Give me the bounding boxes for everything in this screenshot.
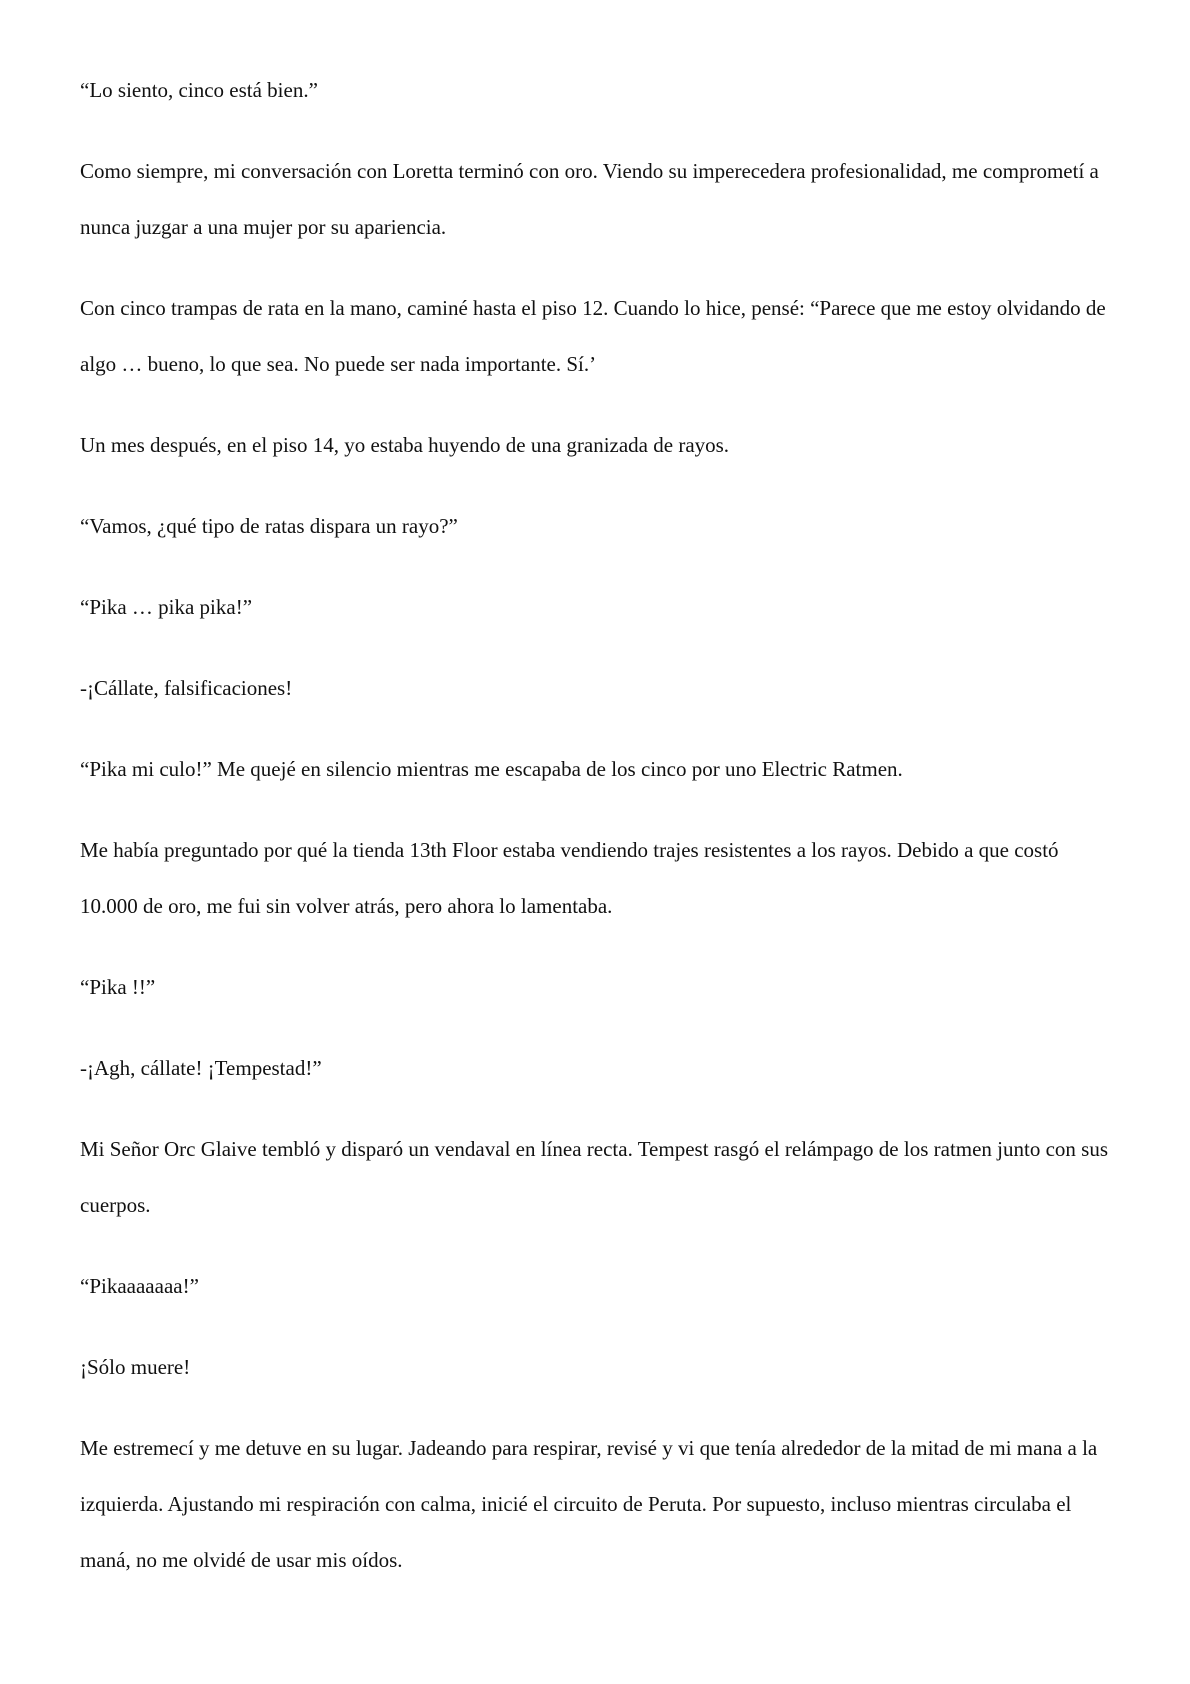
paragraph-7: -¡Cállate, falsificaciones! bbox=[80, 676, 293, 700]
paragraph-spacer bbox=[80, 1233, 1115, 1258]
paragraph-spacer bbox=[80, 797, 1115, 822]
paragraph-spacer bbox=[80, 1314, 1115, 1339]
paragraph-spacer bbox=[80, 934, 1115, 959]
paragraph-3: Con cinco trampas de rata en la mano, caminé hasta el piso 12. Cuando lo hice, pensé: “Parece que me estoy olvidando de algo … bueno, lo que sea. No puede ser nada importante. Sí.’ bbox=[80, 296, 1106, 376]
document-body bbox=[80, 62, 1115, 1588]
paragraph-14: ¡Sólo muere! bbox=[80, 1355, 191, 1379]
paragraph-spacer bbox=[80, 1096, 1115, 1121]
paragraph-spacer bbox=[80, 255, 1115, 280]
paragraph-spacer bbox=[80, 554, 1115, 579]
paragraph-10: “Pika !!” bbox=[80, 975, 156, 999]
paragraph-2: Como siempre, mi conversación con Loretta terminó con oro. Viendo su imperecedera profesionalidad, me comprometí a nunca juzgar a una mujer por su apariencia. bbox=[80, 159, 1099, 239]
paragraph-1: “Lo siento, cinco está bien.” bbox=[80, 78, 318, 102]
paragraph-spacer bbox=[80, 392, 1115, 417]
paragraph-13: “Pikaaaaaaa!” bbox=[80, 1274, 199, 1298]
paragraph-4: Un mes después, en el piso 14, yo estaba huyendo de una granizada de rayos. bbox=[80, 433, 730, 457]
paragraph-8: “Pika mi culo!” Me quejé en silencio mientras me escapaba de los cinco por uno Electric Ratmen. bbox=[80, 757, 903, 781]
paragraph-5: “Vamos, ¿qué tipo de ratas dispara un rayo?” bbox=[80, 514, 458, 538]
paragraph-spacer bbox=[80, 1395, 1115, 1420]
paragraph-spacer bbox=[80, 1015, 1115, 1040]
paragraph-9: Me había preguntado por qué la tienda 13th Floor estaba vendiendo trajes resistentes a los rayos. Debido a que costó 10.000 de oro, me fui sin volver atrás, pero ahora lo lamentaba. bbox=[80, 838, 1059, 918]
paragraph-spacer bbox=[80, 118, 1115, 143]
paragraph-12: Mi Señor Orc Glaive tembló y disparó un vendaval en línea recta. Tempest rasgó el relámpago de los ratmen junto con sus cuerpos. bbox=[80, 1137, 1109, 1217]
paragraph-15: Me estremecí y me detuve en su lugar. Jadeando para respirar, revisé y vi que tenía alrededor de la mitad de mi mana a la izquierda. Ajustando mi respiración con calma, inicié el circuito de Peruta. Por supuesto, incluso mientras circulaba el maná, no me olvidé de usar mis oídos. bbox=[80, 1436, 1098, 1572]
paragraph-spacer bbox=[80, 635, 1115, 660]
paragraph-6: “Pika … pika pika!” bbox=[80, 595, 253, 619]
paragraph-spacer bbox=[80, 716, 1115, 741]
paragraph-spacer bbox=[80, 473, 1115, 498]
paragraph-11: -¡Agh, cállate! ¡Tempestad!” bbox=[80, 1056, 322, 1080]
